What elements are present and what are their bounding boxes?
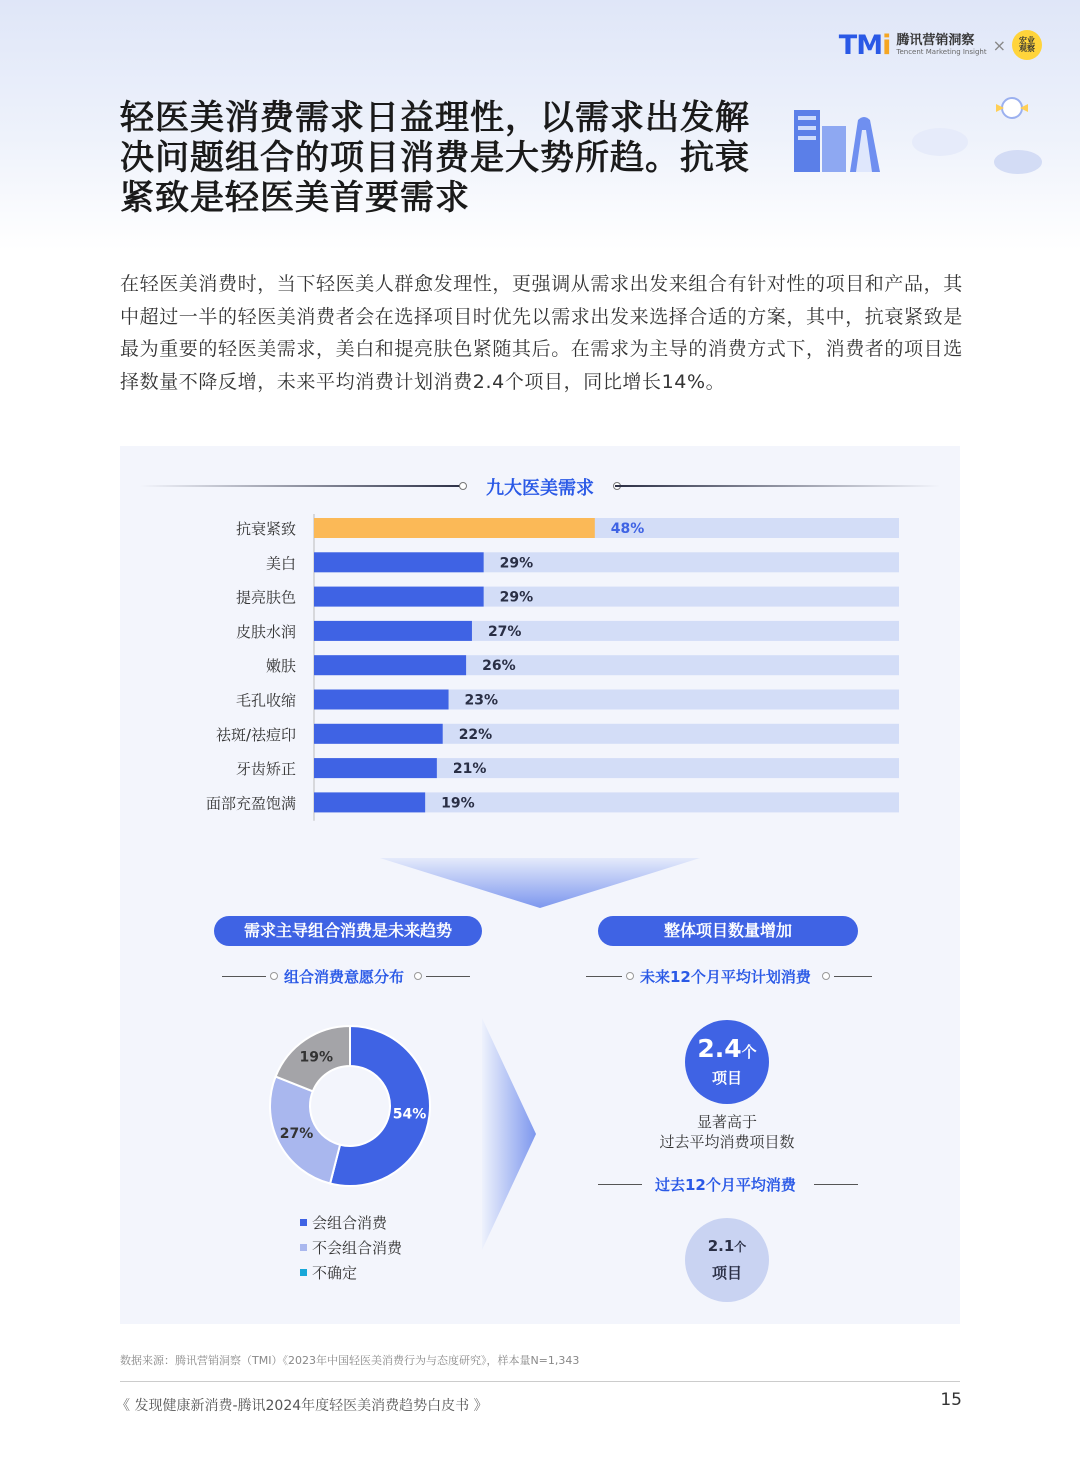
past-average-item: 项目 bbox=[711, 1263, 742, 1282]
brand-text bbox=[896, 34, 986, 56]
legend-swatch bbox=[300, 1269, 307, 1276]
divider-line-right bbox=[615, 485, 940, 487]
subtitle-dot-right bbox=[414, 972, 422, 980]
bar-category-label: 皮肤水润 bbox=[235, 622, 296, 641]
bar-category-label: 提亮肤色 bbox=[235, 588, 296, 607]
page-title bbox=[120, 98, 800, 218]
donut-value-label: 54% bbox=[392, 1106, 427, 1123]
subtitle-dot-right bbox=[822, 972, 830, 980]
past-subtitle-text: 过去12个月平均消费 bbox=[655, 1176, 796, 1194]
subtitle-line-right bbox=[814, 1184, 858, 1185]
future-average-item: 项目 bbox=[711, 1069, 742, 1087]
infographic-panel bbox=[120, 446, 960, 1324]
legend-label: 不会组合消费 bbox=[312, 1239, 403, 1257]
footer-divider bbox=[120, 1381, 960, 1382]
combination-donut-chart bbox=[260, 1016, 440, 1196]
bar-chart-header bbox=[140, 474, 940, 498]
funnel-arrow-down-icon bbox=[380, 856, 700, 912]
source-note: 数据来源：腾讯营销洞察（TMI）《2023年中国轻医美消费行为与态度研究》，样本量N=1,343 bbox=[120, 1354, 580, 1367]
title-line-3: 紧致是轻医美首要需求 bbox=[120, 178, 470, 218]
subtitle-line-right bbox=[834, 976, 872, 977]
tmi-logo-mark: TMi bbox=[838, 29, 891, 61]
clouds-and-mascot-icon bbox=[900, 72, 1050, 182]
note-line-1: 显著高于 bbox=[696, 1113, 757, 1131]
future-average-circle bbox=[685, 1020, 769, 1104]
bar-category-label: 毛孔收缩 bbox=[235, 691, 296, 710]
partner-badge: 宏业 观察 bbox=[1012, 30, 1042, 60]
legend-label: 会组合消费 bbox=[312, 1214, 388, 1232]
bar-value-label: 26% bbox=[482, 658, 516, 675]
future-subtitle bbox=[586, 966, 876, 986]
bar bbox=[314, 518, 595, 538]
bar bbox=[314, 792, 425, 812]
bar-value-label: 23% bbox=[464, 692, 499, 709]
future-average-value: 2.4 bbox=[697, 1034, 742, 1063]
bar bbox=[314, 655, 466, 675]
subtitle-line-right bbox=[426, 976, 470, 977]
legend-item bbox=[300, 1235, 402, 1260]
bar-category-label: 牙齿矫正 bbox=[235, 760, 296, 779]
bar-value-label: 21% bbox=[452, 761, 487, 778]
brand-logo bbox=[839, 28, 1042, 62]
bar bbox=[314, 758, 437, 778]
donut-subtitle-text: 组合消费意愿分布 bbox=[284, 968, 405, 986]
future-average-note bbox=[627, 1112, 827, 1152]
bar-value-label: 22% bbox=[458, 726, 493, 743]
donut-value-label: 27% bbox=[279, 1126, 314, 1143]
subtitle-dot-left bbox=[270, 972, 278, 980]
bar bbox=[314, 724, 443, 744]
bar bbox=[314, 552, 484, 572]
bar-category-label: 美白 bbox=[265, 554, 296, 573]
donut-legend bbox=[300, 1210, 402, 1285]
title-line-2: 决问题组合的项目消费是大势所趋。抗衰 bbox=[120, 138, 750, 178]
bar-value-label: 29% bbox=[499, 555, 534, 572]
bar-value-label: 27% bbox=[487, 623, 522, 640]
combination-trend-pill: 需求主导组合消费是未来趋势 bbox=[214, 916, 482, 946]
page-number: 15 bbox=[940, 1390, 962, 1410]
legend-label: 不确定 bbox=[312, 1264, 358, 1282]
bar-value-label: 48% bbox=[610, 521, 645, 537]
bar-value-label: 19% bbox=[441, 795, 475, 812]
subtitle-line-left bbox=[586, 976, 622, 977]
past-average-circle bbox=[685, 1218, 769, 1302]
bar-category-label: 祛斑/祛痘印 bbox=[215, 725, 296, 744]
brand-name-cn: 腾讯营销洞察 bbox=[896, 33, 975, 48]
subtitle-line-left bbox=[222, 976, 266, 977]
bar-category-label: 嫩肤 bbox=[265, 657, 296, 676]
needs-bar-chart bbox=[120, 506, 960, 826]
bar-chart-title: 九大医美需求 bbox=[486, 478, 594, 499]
brand-name-en: Tencent Marketing Insight bbox=[896, 48, 987, 56]
donut-subtitle bbox=[222, 966, 472, 986]
future-subtitle-text: 未来12个月平均计划消费 bbox=[640, 968, 811, 986]
legend-item bbox=[300, 1210, 402, 1235]
legend-swatch bbox=[300, 1219, 307, 1226]
bar bbox=[314, 587, 484, 607]
past-average-unit: 个 bbox=[734, 1239, 747, 1254]
bar-value-label: 29% bbox=[499, 589, 534, 606]
legend-swatch bbox=[300, 1244, 307, 1251]
bar bbox=[314, 690, 449, 710]
future-average-unit: 个 bbox=[741, 1043, 757, 1061]
title-line-1: 轻医美消费需求日益理性，以需求出发解 bbox=[120, 98, 750, 138]
chevron-right-arrow-icon bbox=[482, 1018, 538, 1250]
subtitle-dot-left bbox=[626, 972, 634, 980]
project-increase-pill: 整体项目数量增加 bbox=[598, 916, 858, 946]
buildings-illustration-icon bbox=[792, 96, 892, 176]
bar-category-label: 抗衰紧致 bbox=[235, 520, 296, 538]
note-line-2: 过去平均消费项目数 bbox=[659, 1133, 795, 1151]
bar bbox=[314, 621, 472, 641]
donut-value-label: 19% bbox=[299, 1049, 334, 1066]
bar-category-label: 面部充盈饱满 bbox=[205, 794, 296, 813]
past-subtitle bbox=[598, 1174, 860, 1194]
collab-times-icon: × bbox=[992, 35, 1006, 55]
subtitle-line-left bbox=[598, 1184, 642, 1185]
past-average-value: 2.1 bbox=[707, 1236, 735, 1255]
intro-paragraph: 在轻医美消费时，当下轻医美人群愈发理性，更强调从需求出发来组合有针对性的项目和产品，其中超过一半的轻医美消费者会在选择项目时优先以需求出发来选择合适的方案，其中，抗衰紧致是最为重要的轻医美需求，美白和提亮肤色紧随其后。在需求为主导的消费方式下，消费者的项目选择数量不降反增，未来平均消费计划消费2.4个项目，同比增长14%。 bbox=[120, 273, 963, 393]
legend-item bbox=[300, 1260, 402, 1285]
footer-book-title: 《 发现健康新消费-腾讯2024年度轻医美消费趋势白皮书 》 bbox=[116, 1398, 488, 1414]
